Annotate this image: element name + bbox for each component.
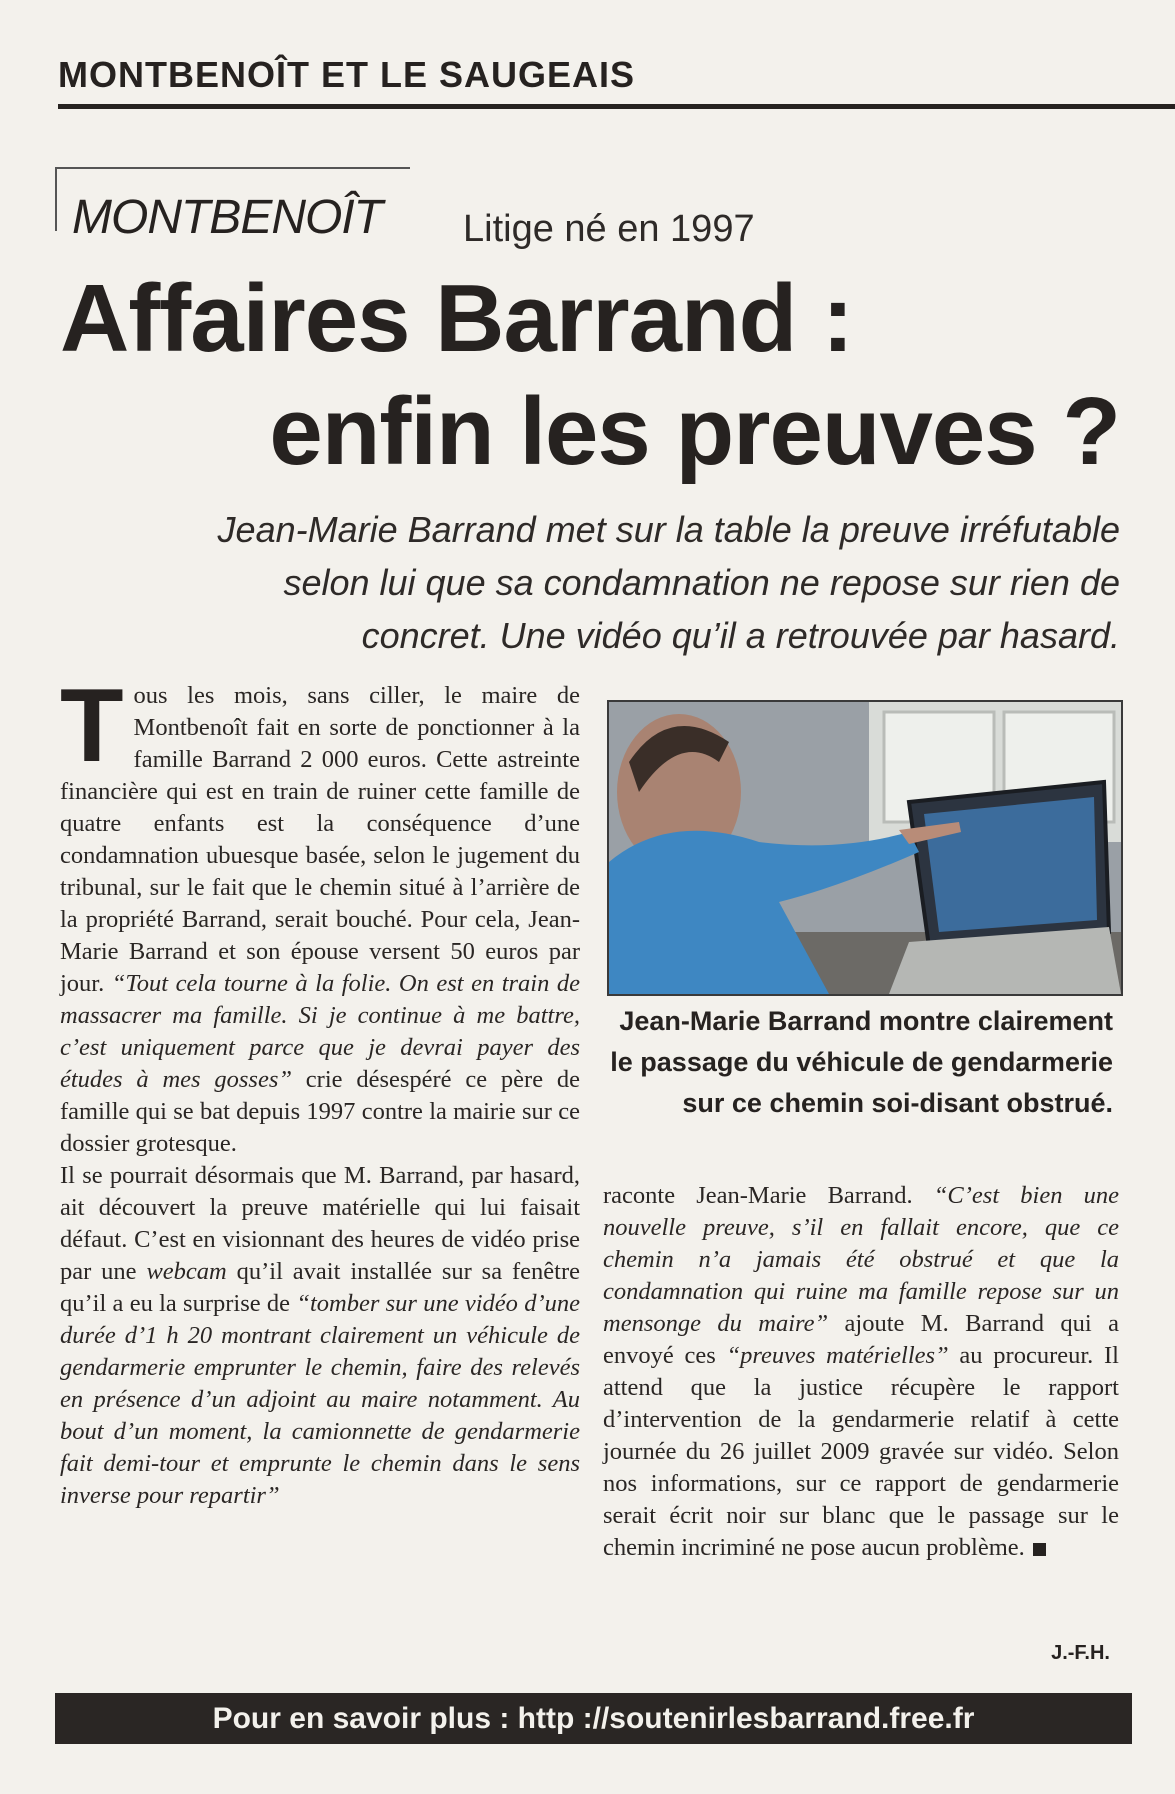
footer-banner: Pour en savoir plus : http ://soutenirlesbarrand.free.fr: [55, 1693, 1132, 1744]
paragraph-2: [60, 1160, 580, 1512]
quote-1: “Tout cela tourne à la folie. On est en train de massacrer ma famille. Si je continue à me battre, c’est uniquement parce que je devrai payer des études à mes gosses”: [60, 970, 580, 1093]
photo-illustration: [609, 702, 1121, 994]
author-signature: J.-F.H.: [1051, 1642, 1110, 1664]
article-column-right: [603, 1180, 1119, 1564]
paragraph-3-text-b: ajoute M. Barrand qui a envoyé ces: [603, 1310, 1119, 1369]
kicker-frame-left: [55, 167, 57, 231]
kicker-subtitle: Litige né en 1997: [463, 208, 755, 250]
deck-line-1: Jean-Marie Barrand met sur la table la preuve irréfutable: [217, 509, 1120, 550]
kicker-frame-top: [55, 167, 410, 169]
paragraph-2-text-b: qu’il avait installée sur sa fenêtre qu’il a eu la surprise de: [60, 1258, 580, 1317]
quote-4: “preuves matérielles”: [726, 1342, 949, 1369]
headline-line-1: Affaires Barrand :: [60, 265, 853, 372]
paragraph-3: [603, 1180, 1119, 1564]
article-photo: [607, 700, 1123, 996]
deck: [80, 503, 1120, 662]
quote-3: “C’est bien une nouvelle preuve, s’il en fallait encore, que ce chemin n’a jamais été obstrué et que la condamnation qui ruine ma famille repose sur un mensonge du maire”: [603, 1182, 1119, 1337]
paragraph-1-end: crie désespéré ce père de famille qui se bat depuis 1997 contre la mairie sur ce dossier grotesque.: [60, 1066, 581, 1157]
article-column-left: [60, 668, 581, 1512]
deck-line-3: concret. Une vidéo qu’il a retrouvée par hasard.: [361, 615, 1120, 656]
paragraph-3-end: au procureur. Il attend que la justice récupère le rapport d’intervention de la gendarmerie relatif à cette journée du 26 juillet 2009 gravée sur vidéo. Selon nos informations, sur ce rapport de gendarmerie serait écrit noir sur blanc que le passage sur le chemin incriminé ne pose aucun problème.: [603, 1342, 1119, 1561]
paragraph-3-text: raconte Jean-Marie Barrand.: [603, 1182, 934, 1209]
drop-cap: T: [60, 668, 124, 784]
section-rule: [58, 104, 1175, 109]
deck-line-2: selon lui que sa condamnation ne repose sur rien de: [283, 562, 1120, 603]
kicker-location: MONTBENOÎT: [72, 191, 382, 244]
headline: [60, 262, 1120, 488]
paragraph-1: [60, 668, 581, 1160]
quote-2: “tomber sur une vidéo d’une durée d’1 h 20 montrant clairement un véhicule de gendarmerie emprunter le chemin, faire des relevés en présence d’un adjoint au maire notamment. Au bout d’un moment, la camionnette de gendarmerie fait demi-tour et emprunte le chemin dans le sens inverse pour repartir”: [60, 1290, 580, 1509]
end-mark: [1033, 1543, 1046, 1556]
paragraph-1-text: ous les mois, sans ciller, le maire de Montbenoît fait en sorte de ponctionner à la famille Barrand 2 000 euros. Cette astreinte financière qui est en train de ruiner cette famille de quatre enfants est la conséquence d’une condamnation ubuesque basée, selon le jugement du tribunal, sur le fait que le chemin situé à l’arrière de la propriété Barrand, serait bouché. Pour cela, Jean-Marie Barrand et son épouse versent 50 euros par jour.: [60, 682, 580, 997]
section-title: MONTBENOÎT ET LE SAUGEAIS: [58, 54, 636, 95]
webcam-word: webcam: [146, 1258, 227, 1285]
headline-line-2: enfin les preuves ?: [269, 378, 1120, 485]
paragraph-2-text: Il se pourrait désormais que M. Barrand, par hasard, ait découvert la preuve matérielle qui lui faisait défaut. C’est en visionnant des heures de vidéo prise par une: [60, 1162, 580, 1285]
photo-caption: Jean-Marie Barrand montre clairement le passage du véhicule de gendarmerie sur ce chemin soi-disant obstrué.: [610, 1006, 1113, 1118]
